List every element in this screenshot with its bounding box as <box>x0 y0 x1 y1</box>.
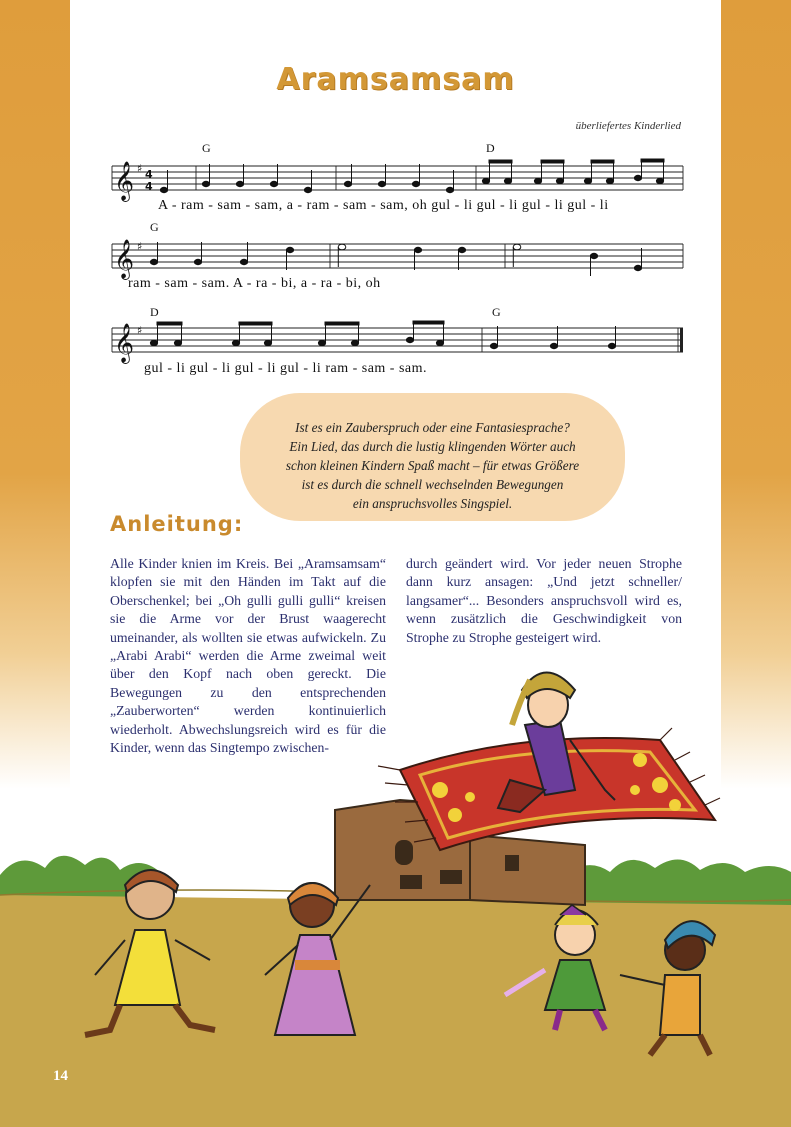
treble-clef-icon: 𝄞 <box>114 239 135 279</box>
chord-symbol: D <box>150 305 159 319</box>
treble-clef-icon: 𝄞 <box>114 323 135 363</box>
intro-text: Ist es ein Zauberspruch oder eine Fantasiesprache? Ein Lied, das durch die lustig klingenden Wörter auch schon kleinen Kindern Spaß macht – für etwas Größere ist es durch die schnell wechselnden Bewegungen ein anspruchsvolles Singspiel. <box>285 420 580 511</box>
instructions-text-col1: Alle Kinder knien im Kreis. Bei „Aramsamsam“ klopfen sie mit den Händen im Takt auf die Oberschenkel; bei „Oh gulli gulli gulli“ kreisen sie die Arme vor der Brust waagerecht umeinander, als wollten sie etwas aufwickeln. Zu „Arabi Arabi“ werden die Arme zweimal weit über den Kopf nach oben gereckt. Die Bewegungen zu den entsprechenden „Zauberworten“ werden kontinuierlich wiederholt. Abwechslungsreich wird es für die Kinder, wenn das Singtempo zwischen- <box>110 556 386 756</box>
boy-blue-turban <box>620 921 715 1055</box>
chord-symbol: G <box>150 220 159 234</box>
song-source: überliefertes Kinderlied <box>575 120 681 132</box>
lyrics-line-3: gul - li gul - li gul - li gul - li ram - sam - sam. <box>144 361 428 376</box>
lyrics-line-1: A - ram - sam - sam, a - ram - sam - sam, oh gul - li gul - li gul - li gul - li <box>158 198 609 213</box>
page-number: 14 <box>53 1068 68 1084</box>
treble-clef-icon: 𝄞 <box>114 161 135 201</box>
girl-green-dress <box>505 905 605 1030</box>
svg-text:4: 4 <box>145 168 153 181</box>
instructions-text-col2: durch geändert wird. Vor jeder neuen Strophe dann kurz ansagen: „Und jetzt schneller/ langsamer“... Besonders anspruchsvoll wird es, wenn zusätzlich die Geschwindigkeit von Strophe zu Strophe gesteigert wird. <box>406 556 682 645</box>
man-purple-robe <box>265 883 370 1035</box>
chord-symbol: D <box>486 141 495 155</box>
svg-text:♯: ♯ <box>137 162 143 175</box>
chord-symbol: G <box>492 305 501 319</box>
boy-yellow-tunic <box>85 870 215 1035</box>
chord-symbol: G <box>202 141 211 155</box>
svg-text:♯: ♯ <box>137 324 143 337</box>
svg-text:4: 4 <box>145 180 153 193</box>
svg-text:♯: ♯ <box>137 240 143 253</box>
lyrics-line-2: ram - sam - sam. A - ra - bi, a - ra - bi, oh <box>128 276 381 291</box>
song-title: Aramsamsam <box>276 62 515 97</box>
instructions-heading: Anleitung: <box>110 512 244 536</box>
